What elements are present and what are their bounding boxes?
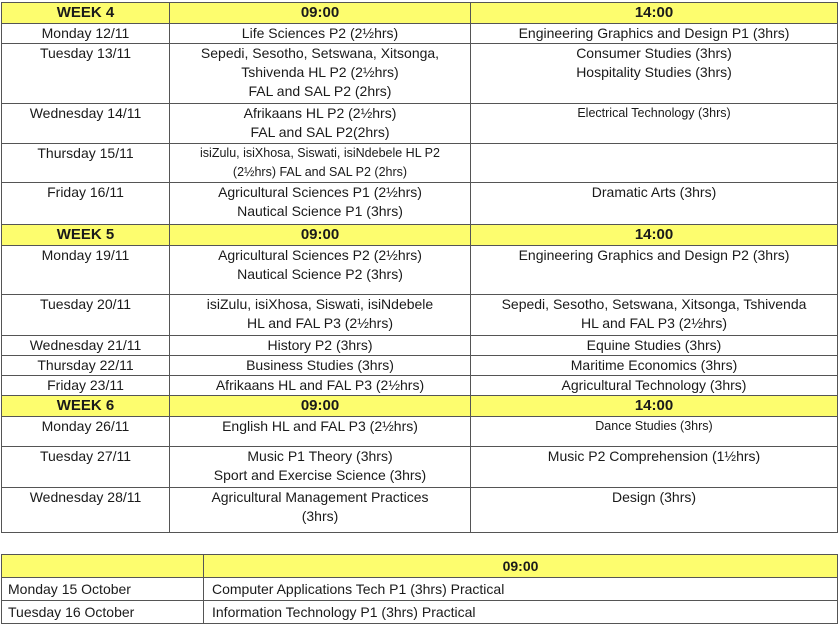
morning-exam-cell [170, 417, 471, 447]
exam-subject-line: Equine Studies (3hrs) [586, 337, 722, 353]
exam-subject-line: Electrical Technology (3hrs) [577, 106, 731, 120]
practical-header-row [2, 555, 838, 578]
afternoon-exam-cell [471, 356, 838, 376]
timetable-row [2, 295, 838, 336]
morning-exam-cell [170, 356, 471, 376]
afternoon-exam-cell [471, 488, 838, 533]
morning-exam-cell [170, 295, 471, 336]
timetable-row [2, 104, 838, 144]
exam-subject-line: Hospitality Studies (3hrs) [576, 64, 732, 80]
week-header-row [2, 396, 838, 417]
exam-subject-line: Agricultural Sciences P2 (2½hrs) [218, 247, 422, 263]
exam-subject-line: Music P1 Theory (3hrs) [247, 448, 393, 464]
practical-row [2, 601, 838, 624]
exam-subject-line: (3hrs) [301, 508, 339, 524]
timetable-row [2, 44, 838, 104]
afternoon-exam-cell [471, 24, 838, 44]
exam-subject-line: Nautical Science P2 (3hrs) [237, 266, 403, 282]
practical-exam-table [1, 554, 838, 624]
exam-subject-line: English HL and FAL P3 (2½hrs) [222, 418, 418, 434]
exam-subject-line: FAL and SAL P2(2hrs) [250, 124, 390, 140]
morning-exam-cell [170, 336, 471, 356]
afternoon-exam-cell [471, 44, 838, 104]
practical-subject: Information Technology P1 (3hrs) Practical [204, 601, 838, 624]
exam-day: Wednesday 28/11 [2, 488, 170, 533]
morning-session-time: 09:00 [170, 225, 471, 246]
afternoon-exam-cell [471, 183, 838, 225]
practical-day: Monday 15 October [2, 578, 204, 601]
practical-header-blank [2, 555, 204, 578]
exam-subject-line: Dance Studies (3hrs) [595, 419, 713, 433]
exam-subject-line: Sepedi, Sesotho, Setswana, Xitsonga, Tshivenda [501, 296, 807, 312]
timetable-row [2, 417, 838, 447]
morning-session-time: 09:00 [170, 3, 471, 24]
morning-exam-cell [170, 183, 471, 225]
afternoon-exam-cell [471, 417, 838, 447]
exam-subject-line: Consumer Studies (3hrs) [576, 45, 732, 61]
afternoon-exam-cell [471, 447, 838, 488]
exam-subject-line: Agricultural Technology (3hrs) [561, 377, 747, 393]
morning-exam-cell [170, 104, 471, 144]
exam-day: Wednesday 21/11 [2, 336, 170, 356]
exam-subject-line: Tshivenda HL P2 (2½hrs) [241, 64, 399, 80]
exam-day: Friday 23/11 [2, 376, 170, 396]
exam-day: Thursday 15/11 [2, 144, 170, 183]
afternoon-exam-cell [471, 246, 838, 295]
afternoon-exam-cell [471, 104, 838, 144]
exam-subject-line: FAL and SAL P2 (2hrs) [248, 83, 392, 99]
exam-day: Thursday 22/11 [2, 356, 170, 376]
timetable-row [2, 447, 838, 488]
exam-day: Friday 16/11 [2, 183, 170, 225]
exam-day: Wednesday 14/11 [2, 104, 170, 144]
timetable-row [2, 24, 838, 44]
practical-subject: Computer Applications Tech P1 (3hrs) Practical [204, 578, 838, 601]
timetable-row [2, 356, 838, 376]
morning-exam-cell [170, 488, 471, 533]
morning-exam-cell [170, 447, 471, 488]
practical-header-time: 09:00 [204, 555, 838, 578]
afternoon-exam-cell [471, 376, 838, 396]
afternoon-session-time: 14:00 [471, 396, 838, 417]
exam-subject-line: isiZulu, isiXhosa, Siswati, isiNdebele [206, 296, 434, 312]
exam-day: Monday 12/11 [2, 24, 170, 44]
exam-subject-line: Agricultural Sciences P1 (2½hrs) [218, 184, 422, 200]
exam-day: Monday 19/11 [2, 246, 170, 295]
morning-exam-cell [170, 246, 471, 295]
timetable-row [2, 376, 838, 396]
practical-row [2, 578, 838, 601]
exam-subject-line: Engineering Graphics and Design P2 (3hrs) [518, 247, 790, 263]
timetable-row [2, 144, 838, 183]
morning-exam-cell [170, 144, 471, 183]
timetable-row [2, 183, 838, 225]
exam-subject-line: Sport and Exercise Science (3hrs) [213, 467, 427, 483]
exam-subject-line: HL and FAL P3 (2½hrs) [246, 315, 394, 331]
afternoon-exam-cell [471, 336, 838, 356]
afternoon-exam-cell [471, 144, 838, 183]
exam-subject-line: Afrikaans HL and FAL P3 (2½hrs) [215, 377, 425, 393]
exam-day: Tuesday 20/11 [2, 295, 170, 336]
morning-session-time: 09:00 [170, 396, 471, 417]
week-header-row [2, 225, 838, 246]
exam-subject-line: HL and FAL P3 (2½hrs) [580, 315, 728, 331]
morning-exam-cell [170, 376, 471, 396]
exam-subject-line: Dramatic Arts (3hrs) [591, 184, 717, 200]
timetable-row [2, 488, 838, 533]
exam-subject-line: Business Studies (3hrs) [246, 357, 394, 373]
exam-day: Monday 26/11 [2, 417, 170, 447]
exam-day: Tuesday 27/11 [2, 447, 170, 488]
morning-exam-cell [170, 24, 471, 44]
exam-subject-line: Life Sciences P2 (2½hrs) [241, 25, 399, 41]
exam-subject-line: Sepedi, Sesotho, Setswana, Xitsonga, [200, 45, 440, 61]
exam-subject-line: Music P2 Comprehension (1½hrs) [547, 448, 761, 464]
exam-subject-line: Engineering Graphics and Design P1 (3hrs) [518, 25, 790, 41]
exam-day: Tuesday 13/11 [2, 44, 170, 104]
exam-timetable [1, 2, 838, 533]
exam-subject-line: Nautical Science P1 (3hrs) [237, 203, 403, 219]
week-label: WEEK 4 [2, 3, 170, 24]
exam-timetable-body [2, 3, 838, 533]
afternoon-exam-cell [471, 295, 838, 336]
week-label: WEEK 6 [2, 396, 170, 417]
week-header-row [2, 3, 838, 24]
exam-subject-line: isiZulu, isiXhosa, Siswati, isiNdebele HL P2 [200, 146, 440, 160]
exam-subject-line: Afrikaans HL P2 (2½hrs) [243, 105, 397, 121]
week-label: WEEK 5 [2, 225, 170, 246]
afternoon-session-time: 14:00 [471, 225, 838, 246]
exam-subject-line: Agricultural Management Practices [211, 489, 429, 505]
exam-subject-line: Maritime Economics (3hrs) [570, 357, 738, 373]
morning-exam-cell [170, 44, 471, 104]
afternoon-session-time: 14:00 [471, 3, 838, 24]
practical-day: Tuesday 16 October [2, 601, 204, 624]
exam-subject-line: (2½hrs) FAL and SAL P2 (2hrs) [232, 165, 408, 179]
exam-subject-line: History P2 (3hrs) [267, 337, 373, 353]
exam-subject-line: Design (3hrs) [611, 489, 697, 505]
timetable-row [2, 246, 838, 295]
timetable-row [2, 336, 838, 356]
